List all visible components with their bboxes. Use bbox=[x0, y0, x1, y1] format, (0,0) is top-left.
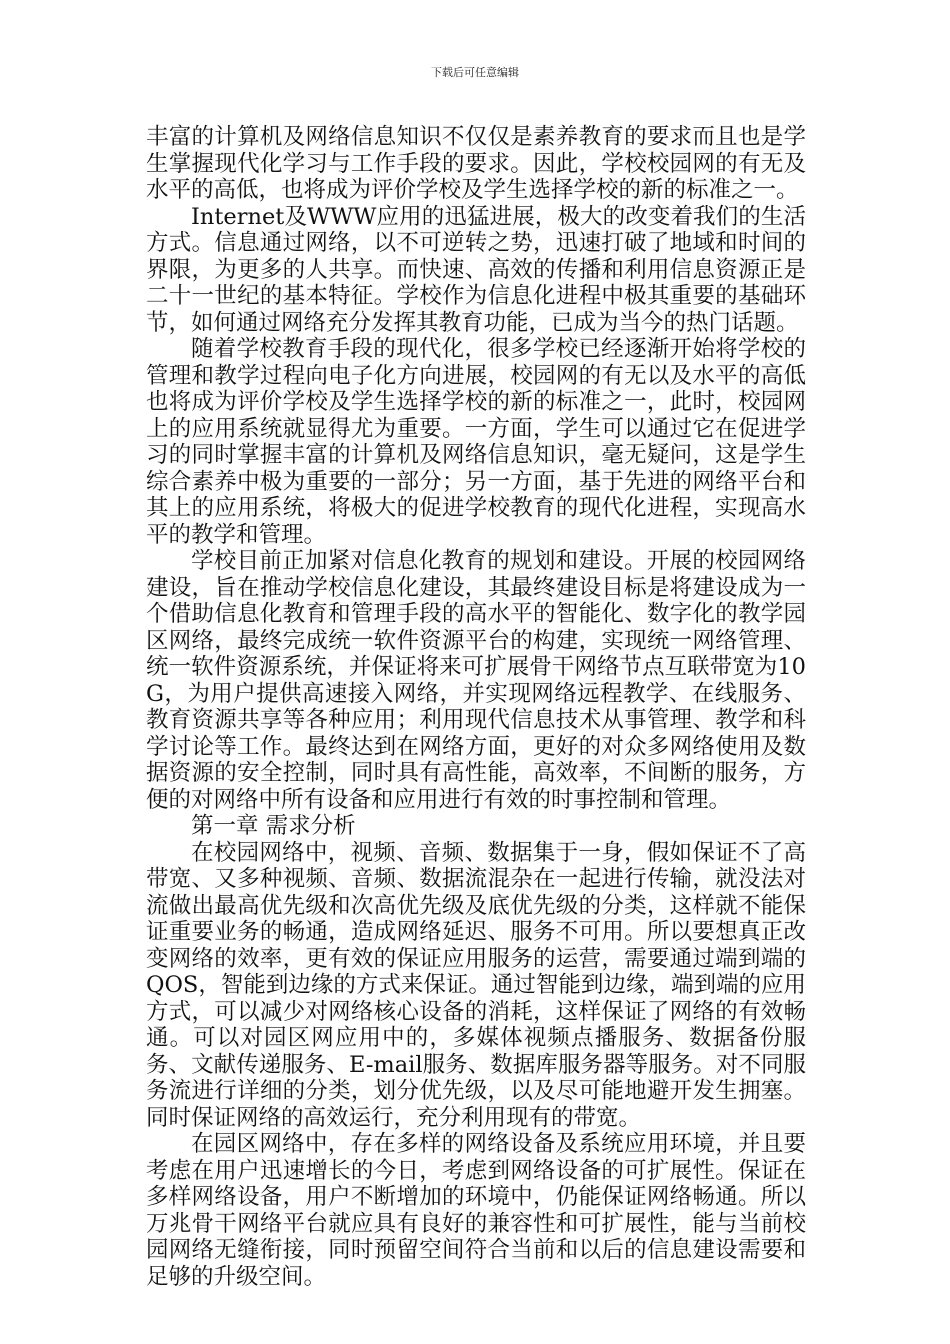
chapter-paragraph-2: 在园区网络中，存在多样的网络设备及系统应用环境，并且要考虑在用户迅速增长的今日，考虑到网络设备的可扩展性。保证在多样网络设备，用户不断增加的环境中，仍能保证网络畅通。所以万兆骨干网络平台就应具有良好的兼容性和可扩展性，能与当前校园网络无缝衔接，同时预留空间符合当前和以后的信息建设需要和足够的升级空间。 bbox=[146, 1131, 806, 1290]
paragraph-1: 丰富的计算机及网络信息知识不仅仅是素养教育的要求而且也是学生掌握现代化学习与工作手段的要求。因此，学校校园网的有无及水平的高低，也将成为评价学校及学生选择学校的新的标准之一。 bbox=[146, 124, 806, 203]
page-header-note: 下载后可任意编辑 bbox=[431, 66, 519, 79]
document-body bbox=[146, 124, 806, 1290]
paragraph-2: Internet及WWW应用的迅猛进展，极大的改变着我们的生活方式。信息通过网络，以不可逆转之势，迅速打破了地域和时间的界限，为更多的人共享。而快速、高效的传播和利用信息资源正是二十一世纪的基本特征。学校作为信息化进程中极其重要的基础环节，如何通过网络充分发挥其教育功能，已成为当今的热门话题。 bbox=[146, 203, 806, 336]
chapter-heading: 第一章 需求分析 bbox=[191, 813, 356, 839]
paragraph-4: 学校目前正加紧对信息化教育的规划和建设。开展的校园网络建设，旨在推动学校信息化建设，其最终建设目标是将建设成为一个借助信息化教育和管理手段的高水平的智能化、数字化的教学园区网络，最终完成统一软件资源平台的构建，实现统一网络管理、统一软件资源系统，并保证将来可扩展骨干网络节点互联带宽为10G，为用户提供高速接入网络，并实现网络远程教学、在线服务、教育资源共享等各种应用；利用现代信息技术从事管理、教学和科学讨论等工作。最终达到在网络方面，更好的对众多网络使用及数据资源的安全控制，同时具有高性能，高效率，不间断的服务，方便的对网络中所有设备和应用进行有效的时事控制和管理。 bbox=[146, 548, 806, 813]
chapter-paragraph-1: 在校园网络中，视频、音频、数据集于一身，假如保证不了高带宽、又多种视频、音频、数据流混杂在一起进行传输，就没法对流做出最高优先级和次高优先级及底优先级的分类，这样就不能保证重要业务的畅通，造成网络延迟、服务不可用。所以要想真正改变网络的效率，更有效的保证应用服务的运营，需要通过端到端的QOS，智能到边缘的方式来保证。通过智能到边缘，端到端的应用方式，可以减少对网络核心设备的消耗，这样保证了网络的有效畅通。可以对园区网应用中的，多媒体视频点播服务、数据备份服务、文献传递服务、E-mail服务、数据库服务器等服务。对不同服务流进行详细的分类，划分优先级，以及尽可能地避开发生拥塞。同时保证网络的高效运行，充分利用现有的带宽。 bbox=[146, 839, 806, 1131]
paragraph-3: 随着学校教育手段的现代化，很多学校已经逐渐开始将学校的管理和教学过程向电子化方向进展，校园网的有无以及水平的高低也将成为评价学校及学生选择学校的新的标准之一，此时，校园网上的应用系统就显得尤为重要。一方面，学生可以通过它在促进学习的同时掌握丰富的计算机及网络信息知识，毫无疑问，这是学生综合素养中极为重要的一部分；另一方面，基于先进的网络平台和其上的应用系统，将极大的促进学校教育的现代化进程，实现高水平的教学和管理。 bbox=[146, 336, 806, 548]
